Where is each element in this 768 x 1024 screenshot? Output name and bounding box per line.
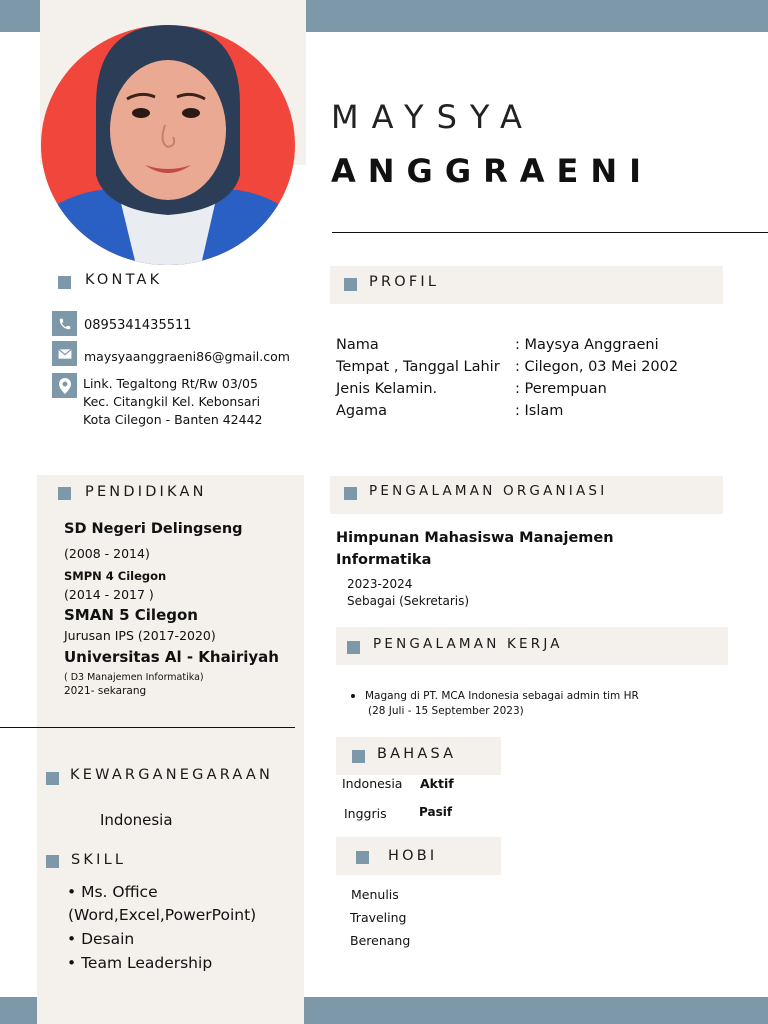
bahasa-lang-2: Inggris [344, 806, 387, 821]
edu-univ-years: 2021- sekarang [64, 685, 147, 697]
skill-item-3: • Team Leadership [67, 954, 213, 972]
edu-univ: Universitas Al - Khairiyah [64, 648, 279, 666]
profil-label-ttl: Tempat , Tanggal Lahir [336, 359, 500, 375]
profil-value-agama: : Islam [515, 403, 564, 419]
org-years: 2023-2024 [347, 577, 413, 591]
bahasa-lang-1: Indonesia [342, 776, 403, 791]
bahasa-level-2: Pasif [419, 805, 453, 819]
address-line-2: Kec. Citangkil Kel. Kebonsari [83, 394, 261, 409]
pendidikan-title: PENDIDIKAN [85, 484, 207, 500]
profil-marker [344, 278, 357, 291]
address-line-3: Kota Cilegon - Banten 42442 [83, 412, 263, 427]
kontak-marker [58, 276, 71, 289]
profil-value-gender: : Perempuan [515, 381, 607, 397]
kerja-item-dates: (28 Juli - 15 September 2023) [368, 705, 524, 717]
bottom-bar-left [0, 997, 37, 1024]
skill-title: SKILL [71, 852, 127, 868]
last-name: ANGGRAENI [331, 152, 654, 190]
kerja-bullet [351, 694, 355, 698]
hobi-title: HOBI [388, 848, 438, 864]
location-pin-icon [52, 373, 77, 398]
hobi-item-3: Berenang [350, 933, 411, 948]
left-divider [0, 727, 295, 728]
edu-sd-years: (2008 - 2014) [64, 546, 150, 561]
skill-item-1-detail: (Word,Excel,PowerPoint) [68, 906, 257, 924]
edu-smp: SMPN 4 Cilegon [64, 569, 167, 583]
skill-item-2: • Desain [67, 930, 135, 948]
top-bar-left [0, 0, 40, 32]
hobi-item-2: Traveling [350, 910, 407, 925]
profil-value-ttl: : Cilegon, 03 Mei 2002 [515, 359, 679, 375]
email-address[interactable]: maysyaanggraeni86@gmail.com [84, 349, 290, 364]
portrait-illustration [41, 25, 295, 265]
edu-univ-note: ( D3 Manajemen Informatika) [64, 672, 204, 683]
pendidikan-marker [58, 487, 71, 500]
mail-icon [52, 341, 77, 366]
edu-sma-note: Jurusan IPS (2017-2020) [64, 628, 216, 643]
first-name: MAYSYA [331, 98, 535, 136]
top-bar-right [306, 0, 768, 32]
edu-sma: SMAN 5 Cilegon [64, 606, 198, 624]
address-line-1: Link. Tegaltong Rt/Rw 03/05 [83, 376, 258, 391]
skill-marker [46, 855, 59, 868]
edu-smp-years: (2014 - 2017 ) [64, 587, 154, 602]
profil-label-nama: Nama [336, 337, 379, 353]
phone-number[interactable]: 0895341435511 [84, 318, 192, 333]
bahasa-level-1: Aktif [420, 776, 454, 791]
profil-label-gender: Jenis Kelamin. [336, 381, 438, 397]
organisasi-title: PENGALAMAN ORGANIASI [369, 483, 608, 499]
profil-value-nama: : Maysya Anggraeni [515, 337, 659, 353]
kontak-title: KONTAK [85, 272, 163, 288]
organisasi-marker [344, 487, 357, 500]
profil-title: PROFIL [369, 274, 440, 290]
profil-label-agama: Agama [336, 403, 388, 419]
skill-item-1: • Ms. Office [67, 883, 158, 901]
kerja-marker [347, 641, 360, 654]
kerja-item: Magang di PT. MCA Indonesia sebagai admin tim HR [365, 690, 639, 702]
kerja-title: PENGALAMAN KERJA [373, 636, 563, 652]
edu-sd: SD Negeri Delingseng [64, 521, 243, 537]
hobi-marker [356, 851, 369, 864]
bottom-bar-right [304, 997, 768, 1024]
bahasa-marker [352, 750, 365, 763]
name-divider [332, 232, 768, 233]
phone-icon [52, 311, 77, 336]
kewarganegaraan-title: KEWARGANEGARAAN [70, 767, 274, 783]
kewarganegaraan-marker [46, 772, 59, 785]
avatar [41, 25, 295, 265]
bahasa-title: BAHASA [377, 746, 457, 762]
org-role: Sebagai (Sekretaris) [347, 594, 470, 608]
org-name-line-2: Informatika [336, 552, 432, 568]
hobi-item-1: Menulis [351, 887, 399, 902]
kewarganegaraan-value: Indonesia [100, 811, 173, 829]
org-name-line-1: Himpunan Mahasiswa Manajemen [336, 530, 614, 546]
